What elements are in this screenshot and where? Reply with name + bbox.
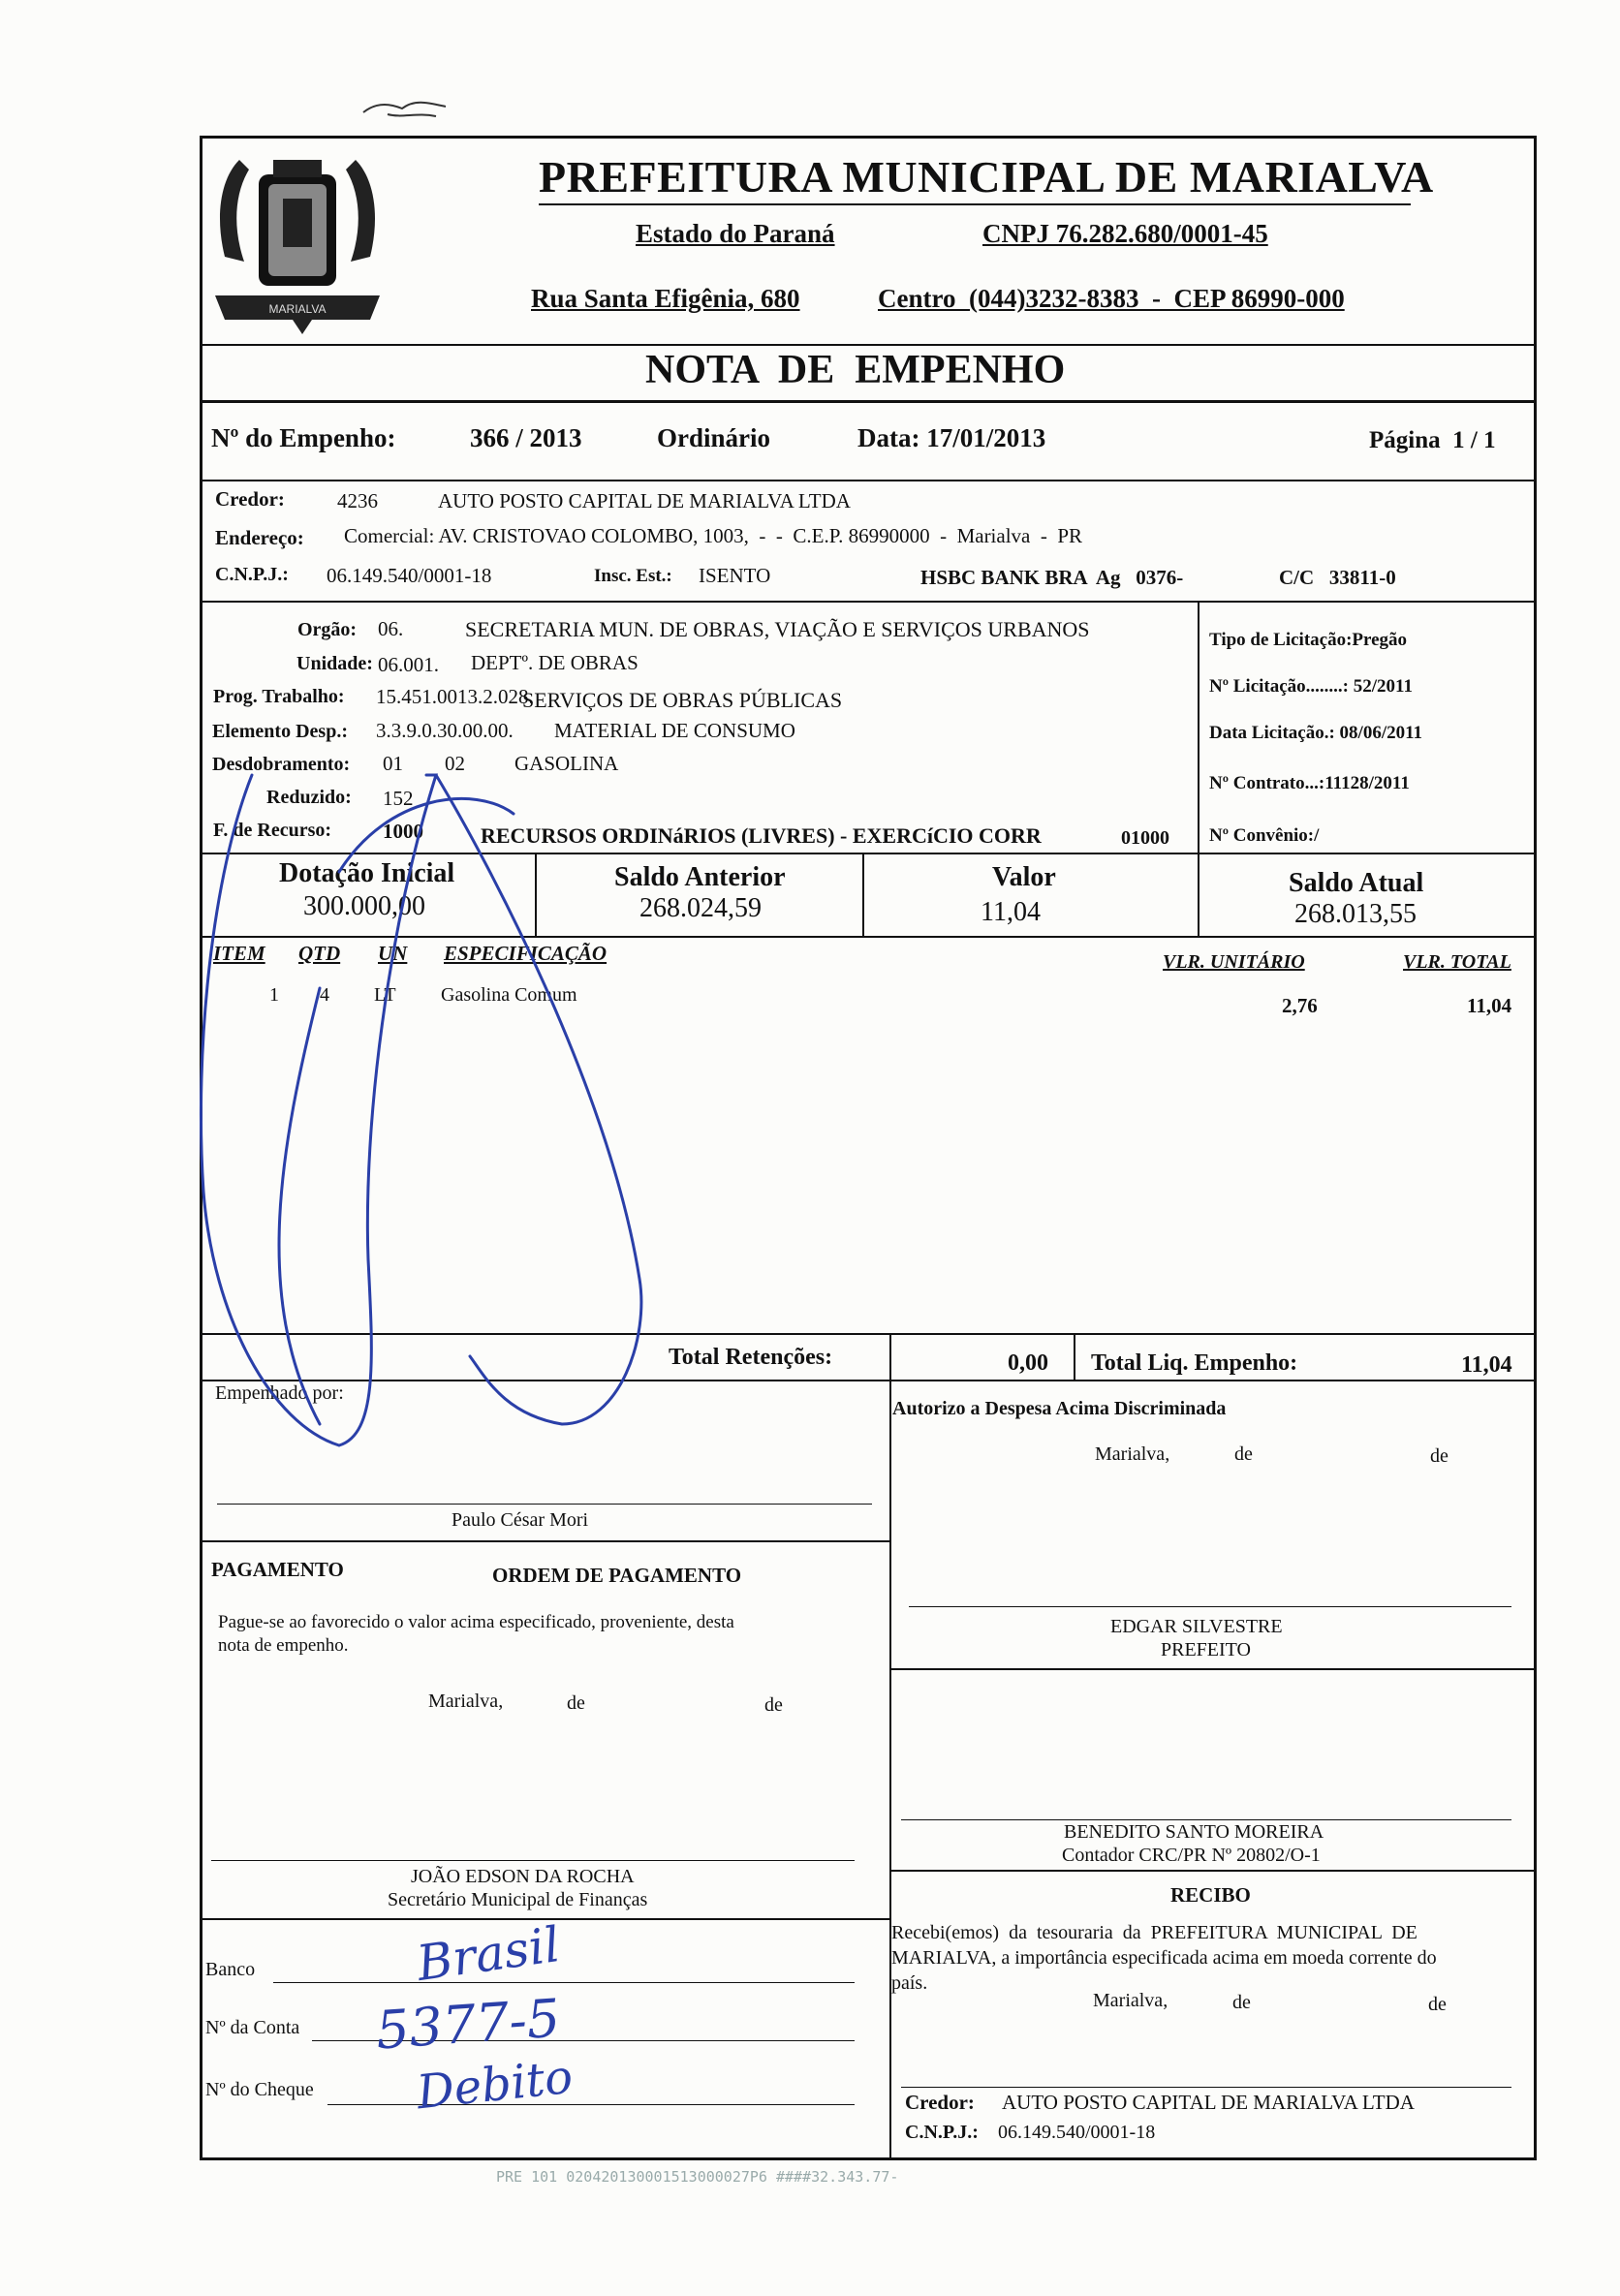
conta-handwritten: 5377-5 (374, 1987, 562, 2062)
valor-label: Valor (992, 862, 1056, 892)
cheque-label: Nº do Cheque (205, 2079, 314, 2100)
item-qtd: 4 (320, 984, 329, 1006)
dotacao-label: Dotação Inicial (279, 858, 455, 888)
pagamento-label: PAGAMENTO (211, 1558, 344, 1581)
footer-code: PRE 101 020420130001513000027P6 ####32.343.77- (496, 2168, 899, 2186)
licitacao-numero: Nº Licitação........: 52/2011 (1209, 676, 1413, 697)
desdobramento-b: 02 (445, 752, 465, 775)
col-header-qtd: QTD (298, 942, 341, 965)
pagamento-de-2: de (764, 1694, 783, 1716)
recibo-de-1: de (1232, 1992, 1251, 2013)
col-header-item: ITEM (213, 942, 265, 965)
recibo-cnpj-label: C.N.P.J.: (905, 2122, 979, 2143)
credor-name: AUTO POSTO CAPITAL DE MARIALVA LTDA (438, 489, 851, 512)
elemento-label: Elemento Desp.: (212, 721, 348, 742)
desdobramento-label: Desdobramento: (212, 754, 351, 775)
handwritten-signature (194, 756, 678, 1492)
unidade-value: 06.001. (378, 653, 439, 676)
address-header: Rua Santa Efigênia, 680 (531, 284, 800, 313)
elemento-value: 3.3.9.0.30.00.00. (376, 719, 514, 742)
pagamento-de-1: de (567, 1692, 585, 1714)
recurso-name: RECURSOS ORDINáRIOS (LIVRES) - EXERCíCIO CORR (481, 823, 1042, 848)
autorizo-de-2: de (1430, 1445, 1449, 1467)
saldo-atual-label: Saldo Atual (1289, 868, 1424, 898)
licitacao-tipo: Tipo de Licitação:Pregão (1209, 630, 1408, 650)
liquido-value: 11,04 (1461, 1352, 1512, 1378)
document-title: NOTA DE EMPENHO (645, 348, 1066, 392)
coat-of-arms-logo (205, 140, 389, 339)
orgao-label: Orgão: (297, 619, 358, 640)
col-header-especificacao: ESPECIFICAÇÃO (444, 942, 608, 965)
retencoes-value: 0,00 (1008, 1350, 1048, 1376)
cnpj-header: CNPJ 76.282.680/0001-45 (982, 219, 1268, 248)
secretario-role: Secretário Municipal de Finanças (388, 1889, 648, 1910)
orgao-name: SECRETARIA MUN. DE OBRAS, VIAÇÃO E SERVIÇOS URBANOS (465, 617, 1090, 641)
desdobramento-name: GASOLINA (514, 752, 619, 775)
empenho-date: Data: 17/01/2013 (857, 423, 1046, 452)
recibo-text-3: país. (891, 1972, 928, 1994)
banco-handwritten: Brasil (413, 1915, 564, 1993)
cnpj-label: C.N.P.J.: (215, 564, 289, 585)
recibo-text-1: Recebi(emos) da tesouraria da PREFEITURA MUNICIPAL DE (891, 1922, 1418, 1943)
top-scribble (358, 93, 465, 132)
ordem-pagamento-title: ORDEM DE PAGAMENTO (492, 1564, 742, 1587)
orgao-value: 06. (378, 617, 404, 640)
item-spec: Gasolina Comum (441, 984, 577, 1006)
autorizo-place: Marialva, (1095, 1443, 1170, 1465)
state-label: Estado do Paraná (636, 219, 835, 248)
banco-label: Banco (205, 1959, 256, 1980)
page-title: PREFEITURA MUNICIPAL DE MARIALVA (539, 152, 1434, 202)
saldo-anterior-value: 268.024,59 (639, 893, 762, 923)
pagamento-text-2: nota de empenho. (218, 1635, 349, 1656)
col-header-vlr-total: VLR. TOTAL (1403, 951, 1511, 973)
empenho-type: Ordinário (657, 423, 771, 452)
dotacao-value: 300.000,00 (303, 891, 425, 921)
recibo-credor-label: Credor: (905, 2091, 975, 2114)
reduzido-label: Reduzido: (266, 787, 352, 808)
prefeito-role: PREFEITO (1161, 1639, 1251, 1660)
recibo-credor-name: AUTO POSTO CAPITAL DE MARIALVA LTDA (1002, 2091, 1415, 2114)
pagamento-text-1: Pague-se ao favorecido o valor acima especificado, proveniente, desta (218, 1612, 734, 1632)
item-un: LT (374, 984, 396, 1006)
recibo-place: Marialva, (1093, 1990, 1168, 2011)
insc-label: Insc. Est.: (594, 566, 672, 586)
empenho-label: Nº do Empenho: (211, 423, 396, 452)
bank-account: C/C 33811-0 (1279, 566, 1396, 589)
item-total-value: 11,04 (1467, 994, 1512, 1017)
empenhado-label: Empenhado por: (215, 1382, 344, 1404)
credor-cnpj: 06.149.540/0001-18 (327, 564, 492, 587)
unidade-label: Unidade: (296, 653, 373, 674)
secretario-name: JOÃO EDSON DA ROCHA (411, 1866, 635, 1887)
empenhado-name: Paulo César Mori (452, 1509, 589, 1531)
licitacao-data: Data Licitação.: 08/06/2011 (1209, 723, 1423, 743)
prog-label: Prog. Trabalho: (213, 686, 345, 707)
recibo-cnpj-value: 06.149.540/0001-18 (998, 2122, 1156, 2143)
prog-name: SERVIÇOS DE OBRAS PÚBLICAS (522, 688, 843, 712)
recurso-value: 1000 (383, 820, 423, 843)
liquido-label: Total Liq. Empenho: (1091, 1350, 1298, 1376)
pagamento-place: Marialva, (428, 1691, 504, 1712)
contador-name: BENEDITO SANTO MOREIRA (1064, 1821, 1324, 1843)
item-unit-value: 2,76 (1282, 994, 1318, 1017)
valor-value: 11,04 (981, 897, 1041, 927)
item-number: 1 (269, 984, 279, 1006)
bank-info: HSBC BANK BRA Ag 0376- (920, 566, 1184, 589)
autorizo-title: Autorizo a Despesa Acima Discriminada (892, 1398, 1227, 1419)
prog-value: 15.451.0013.2.028. (376, 685, 534, 708)
col-header-un: UN (378, 942, 408, 965)
credor-label: Credor: (215, 487, 285, 511)
saldo-atual-value: 268.013,55 (1294, 899, 1417, 929)
unidade-name: DEPTº. DE OBRAS (471, 651, 639, 674)
conta-label: Nº da Conta (205, 2017, 300, 2038)
recibo-title: RECIBO (1170, 1883, 1251, 1907)
reduzido-value: 152 (383, 787, 414, 810)
recibo-de-2: de (1428, 1994, 1447, 2015)
cheque-handwritten: Debito (414, 2049, 576, 2121)
saldo-anterior-label: Saldo Anterior (614, 862, 786, 892)
prefeito-name: EDGAR SILVESTRE (1110, 1616, 1283, 1637)
page-number: Página 1 / 1 (1369, 427, 1496, 453)
col-header-vlr-unitario: VLR. UNITÁRIO (1163, 951, 1305, 973)
empenho-number: 366 / 2013 (470, 423, 582, 452)
convenio-numero: Nº Convênio:/ (1209, 825, 1320, 846)
contact-header: Centro (044)3232-8383 - CEP 86990-000 (878, 284, 1345, 313)
svg-text:MARIALVA: MARIALVA (268, 302, 327, 316)
recurso-code: 01000 (1121, 827, 1169, 849)
credor-address: Comercial: AV. CRISTOVAO COLOMBO, 1003, - - C.E.P. 86990000 - Marialva - PR (344, 524, 1083, 547)
contador-role: Contador CRC/PR Nº 20802/O-1 (1062, 1845, 1321, 1866)
contrato-numero: Nº Contrato...:11128/2011 (1209, 773, 1410, 793)
recurso-label: F. de Recurso: (213, 820, 332, 841)
recibo-text-2: MARIALVA, a importância especificada acima em moeda corrente do (891, 1947, 1437, 1969)
credor-code: 4236 (337, 489, 378, 512)
insc-value: ISENTO (699, 564, 771, 587)
autorizo-de-1: de (1234, 1443, 1253, 1465)
desdobramento-a: 01 (383, 752, 403, 775)
retencoes-label: Total Retenções: (669, 1345, 833, 1370)
address-label: Endereço: (215, 526, 304, 549)
elemento-name: MATERIAL DE CONSUMO (554, 719, 795, 742)
